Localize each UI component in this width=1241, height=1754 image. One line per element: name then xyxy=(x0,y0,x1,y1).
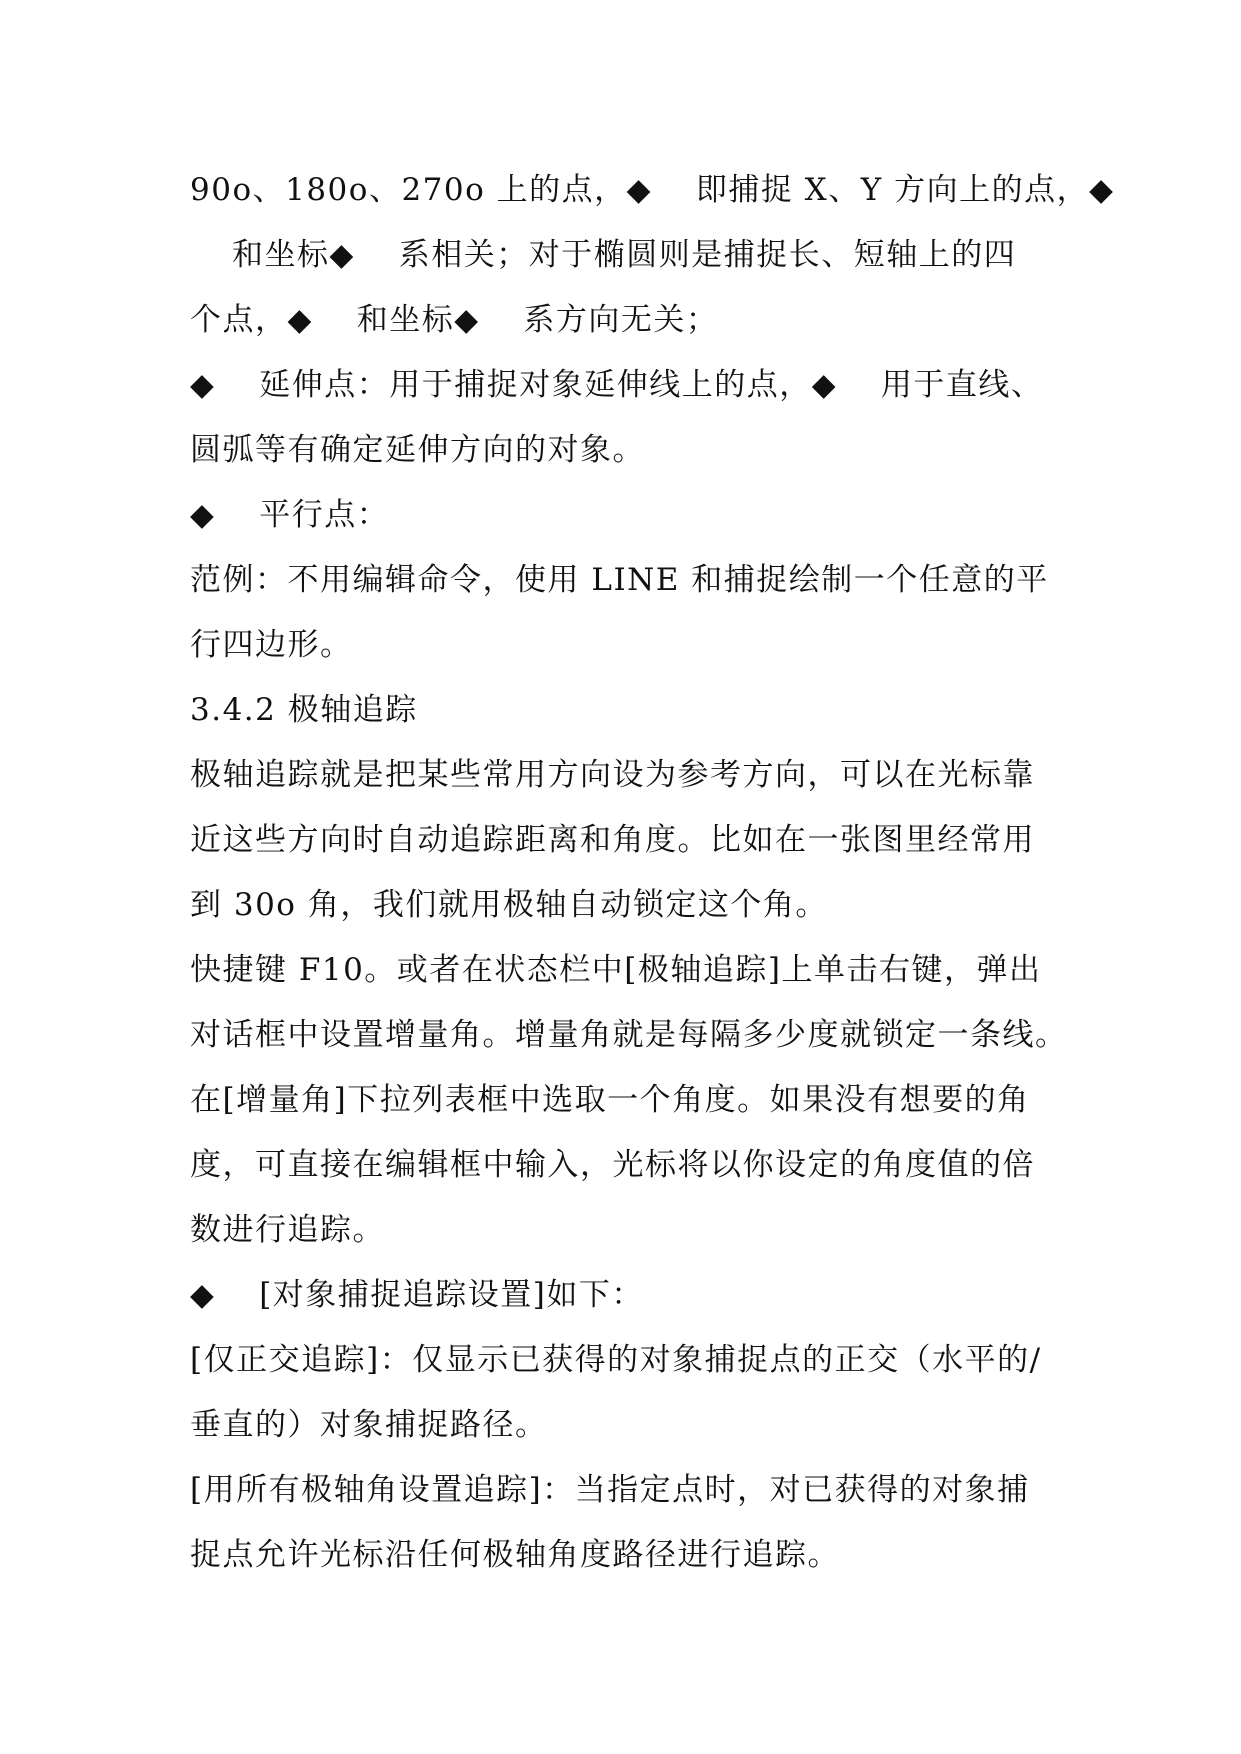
text-line-3: 个点，◆ 和坐标◆ 系方向无关； xyxy=(190,302,719,338)
text-line-19: [仅正交追踪]：仅显示已获得的对象捕捉点的正交（水平的/ xyxy=(190,1342,1042,1378)
document-page xyxy=(190,158,1115,1588)
text-line-7: 范例：不用编辑命令，使用 LINE 和捕捉绘制一个任意的平 xyxy=(190,562,1049,598)
text-line-1: 90o、180o、270o 上的点，◆ 即捕捉 X、Y 方向上的点，◆ xyxy=(190,172,1115,208)
text-line-13: 快捷键 F10。或者在状态栏中[极轴追踪]上单击右键，弹出 xyxy=(190,952,1042,988)
text-line-17: 数进行追踪。 xyxy=(190,1212,385,1248)
text-line-16: 度，可直接在编辑框中输入，光标将以你设定的角度值的倍 xyxy=(190,1147,1035,1183)
section-heading: 3.4.2 极轴追踪 xyxy=(190,692,418,728)
text-line-2: 和坐标◆ 系相关；对于椭圆则是捕捉长、短轴上的四 xyxy=(232,237,1017,273)
text-line-8: 行四边形。 xyxy=(190,627,353,663)
text-line-6: ◆ 平行点： xyxy=(190,497,390,533)
text-line-12: 到 30o 角，我们就用极轴自动锁定这个角。 xyxy=(190,887,828,923)
text-line-5: 圆弧等有确定延伸方向的对象。 xyxy=(190,432,645,468)
text-line-21: [用所有极轴角设置追踪]：当指定点时，对已获得的对象捕 xyxy=(190,1472,1030,1508)
text-line-14: 对话框中设置增量角。增量角就是每隔多少度就锁定一条线。 xyxy=(190,1017,1068,1053)
text-line-15: 在[增量角]下拉列表框中选取一个角度。如果没有想要的角 xyxy=(190,1082,1030,1118)
text-line-20: 垂直的）对象捕捉路径。 xyxy=(190,1407,548,1443)
text-line-11: 近这些方向时自动追踪距离和角度。比如在一张图里经常用 xyxy=(190,822,1035,858)
text-line-18: ◆ [对象捕捉追踪设置]如下： xyxy=(190,1277,644,1313)
text-line-10: 极轴追踪就是把某些常用方向设为参考方向，可以在光标靠 xyxy=(190,757,1035,793)
text-line-4: ◆ 延伸点：用于捕捉对象延伸线上的点，◆ 用于直线、 xyxy=(190,367,1044,403)
text-line-22: 捉点允许光标沿任何极轴角度路径进行追踪。 xyxy=(190,1537,840,1573)
